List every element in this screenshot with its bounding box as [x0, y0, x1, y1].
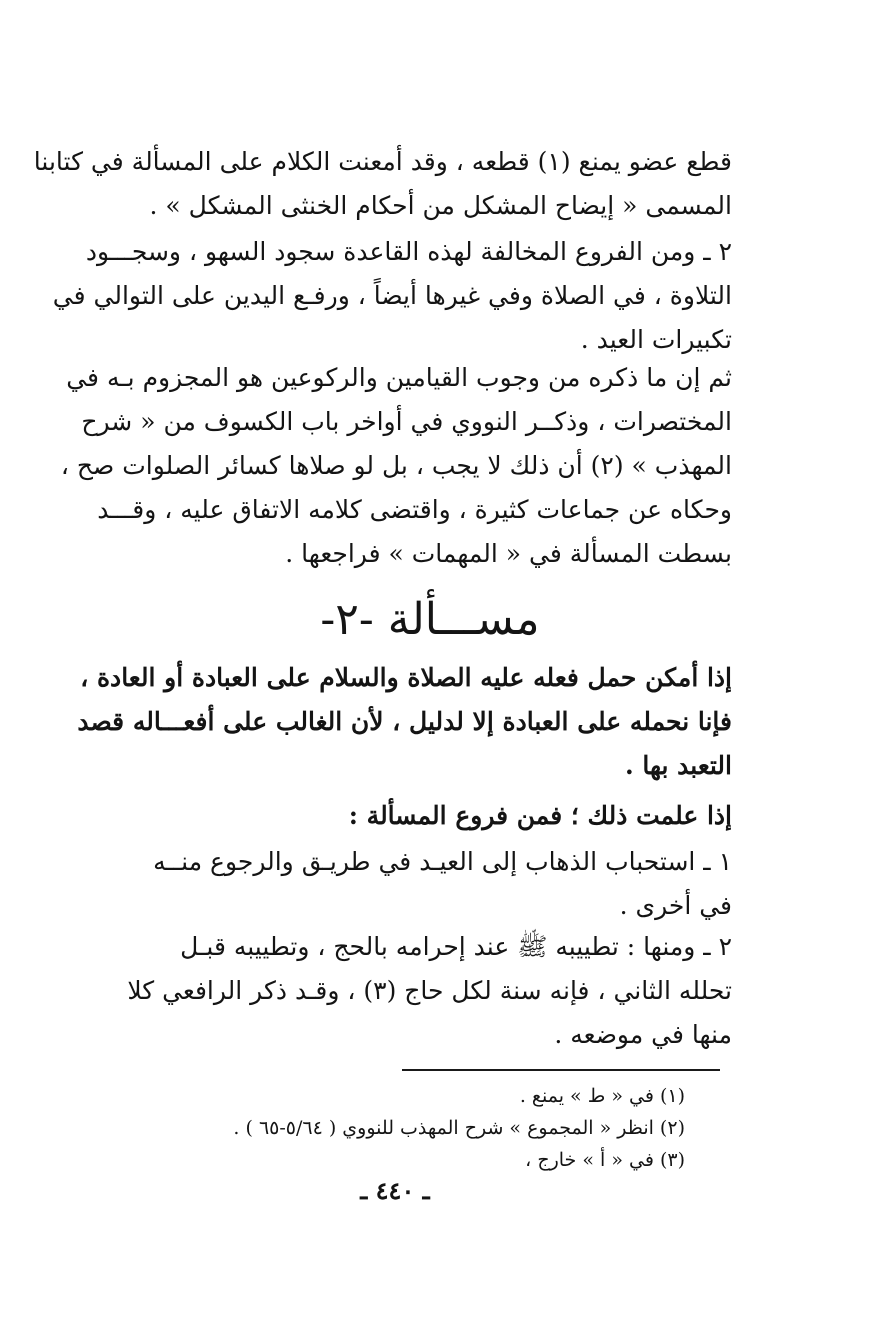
footnote-1: (١) في « ط » يمنع . — [519, 1085, 685, 1107]
footnotes — [200, 1080, 685, 1176]
footnote-3: (٣) في « أ » خارج ، — [525, 1149, 685, 1171]
text-line: في أخرى . — [619, 891, 732, 920]
footnote-2: (٢) انظر « المجموع » شرح المهذب للنووي ( ٥/٦٤-٦٥ ) . — [233, 1117, 685, 1139]
text-line: ٢ ـ ومن الفروع المخالفة لهذه القاعدة سجود السهو ، وسجـــود — [85, 237, 732, 266]
paragraph-branches-intro — [92, 794, 732, 838]
text-line: التعبد بها . — [624, 751, 732, 780]
text-line: ثم إن ما ذكره من وجوب القيامين والركوعين هو المجزوم بـه في — [66, 363, 732, 392]
paragraph-intro — [33, 140, 732, 228]
text-line: منها في موضعه . — [554, 1020, 732, 1049]
text-line: وحكاه عن جماعات كثيرة ، واقتضى كلامه الاتفاق عليه ، وقـــد — [97, 495, 732, 524]
text-line: التلاوة ، في الصلاة وفي غيرها أيضاً ، ورفـع اليدين على التوالي في — [52, 281, 732, 310]
text-line: إذا أمكن حمل فعله عليه الصلاة والسلام على العبادة أو العادة ، — [80, 663, 732, 692]
text-line: المختصرات ، وذكــر النووي في أواخر باب الكسوف من « شرح — [81, 407, 732, 436]
footnote-divider — [402, 1069, 720, 1071]
page-number: ـ ٤٤٠ ـ — [360, 1176, 430, 1205]
text-line: ١ ـ استحباب الذهاب إلى العيـد في طريـق والرجوع منــه — [153, 847, 732, 876]
paragraph-discussion — [60, 356, 732, 576]
paragraph-branch-2b — [92, 925, 732, 1057]
paragraph-branch-1 — [92, 840, 732, 928]
text-line: تحلله الثاني ، فإنه سنة لكل حاج (٣) ، وقـد ذكر الرافعي كلا — [127, 976, 732, 1005]
text-line: قطع عضو يمنع (١) قطعه ، وقد أمعنت الكلام على المسألة في كتابنا — [33, 147, 732, 176]
text-line: تكبيرات العيد . — [580, 325, 732, 354]
text-line: المهذب » (٢) أن ذلك لا يجب ، بل لو صلاها كسائر الصلوات صح ، — [60, 451, 732, 480]
text-line: فإنا نحمله على العبادة إلا لدليل ، لأن الغالب على أفعـــاله قصد — [77, 707, 732, 736]
text-line: المسمى « إيضاح المشكل من أحكام الخنثى المشكل » . — [149, 191, 732, 220]
paragraph-rule — [77, 656, 732, 788]
text-line: ٢ ـ ومنها : تطييبه ﷺ عند إحرامه بالحج ، وتطييبه قبـل — [180, 932, 732, 961]
text-line: إذا علمت ذلك ؛ فمن فروع المسألة : — [348, 801, 732, 830]
text-line: بسطت المسألة في « المهمات » فراجعها . — [285, 539, 732, 568]
paragraph-branch-2 — [52, 230, 732, 362]
section-heading: مســـألة -٢- — [320, 594, 540, 645]
